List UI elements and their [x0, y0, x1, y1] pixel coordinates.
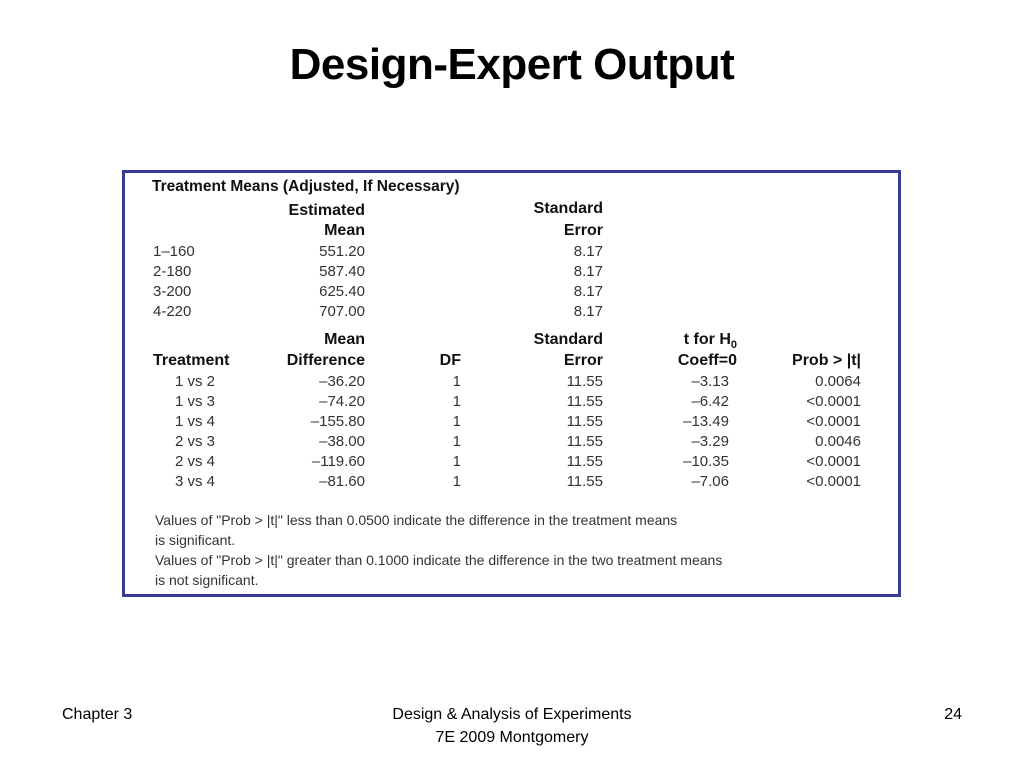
header-estimated-mean-line2: Mean — [324, 222, 365, 239]
prob-value: 0.0046 — [815, 433, 861, 450]
header-treatment: Treatment — [153, 352, 230, 369]
df: 1 — [452, 433, 461, 450]
note-line-2: is significant. — [155, 532, 236, 548]
note-line-1: Values of "Prob > |t|" less than 0.0500 indicate the difference in the treatment means — [155, 512, 678, 528]
standard-error: 8.17 — [573, 283, 603, 300]
comparison-label: 1 vs 4 — [174, 413, 216, 430]
prob-value: <0.0001 — [806, 473, 861, 490]
section-title: Treatment Means (Adjusted, If Necessary) — [152, 178, 460, 195]
standard-error: 11.55 — [566, 413, 603, 430]
treatment-label: 2-180 — [153, 263, 192, 280]
header-standard-error-line1: Standard — [533, 200, 603, 217]
estimated-mean: 551.20 — [319, 243, 365, 260]
standard-error: 11.55 — [566, 373, 603, 390]
treatment-label: 1–160 — [153, 243, 195, 260]
mean-difference: –119.60 — [311, 453, 365, 470]
t-label: t for H — [683, 331, 731, 348]
prob-value: <0.0001 — [806, 413, 861, 430]
t-value: –13.49 — [683, 413, 729, 430]
design-expert-output-box — [122, 170, 901, 597]
treatment-label: 3-200 — [153, 283, 192, 300]
t-value: –3.29 — [691, 433, 729, 450]
t-value: –7.06 — [691, 473, 729, 490]
prob-value: 0.0064 — [815, 373, 861, 390]
footer-book-title: Design & Analysis of Experiments — [392, 706, 632, 723]
mean-difference: –155.80 — [310, 413, 365, 430]
note-line-3: Values of "Prob > |t|" greater than 0.1000 indicate the difference in the two treatment means — [155, 552, 723, 568]
comparison-label: 3 vs 4 — [174, 473, 216, 490]
t-value: –6.42 — [691, 393, 729, 410]
estimated-mean: 587.40 — [319, 263, 365, 280]
mean-difference: –81.60 — [319, 473, 365, 490]
slide-title: Design-Expert Output — [289, 40, 735, 89]
standard-error: 8.17 — [573, 243, 603, 260]
standard-error: 11.55 — [566, 453, 603, 470]
prob-value: <0.0001 — [806, 453, 861, 470]
t-value: –10.35 — [683, 453, 729, 470]
mean-difference: –74.20 — [319, 393, 365, 410]
df: 1 — [452, 373, 461, 390]
page-number: 24 — [944, 706, 962, 723]
treatment-label: 4-220 — [153, 303, 192, 320]
header-standard-error-line2: Error — [563, 222, 603, 239]
mean-difference: –36.20 — [319, 373, 365, 390]
comparison-label: 2 vs 4 — [174, 453, 216, 470]
footer-chapter: Chapter 3 — [62, 706, 133, 723]
estimated-mean: 625.40 — [319, 283, 365, 300]
header-mean-difference-line1: Mean — [324, 331, 365, 348]
t-subscript: 0 — [730, 339, 737, 352]
df: 1 — [452, 413, 461, 430]
header-estimated-mean-line1: Estimated — [288, 202, 365, 219]
t-value: –3.13 — [691, 373, 729, 390]
prob-value: <0.0001 — [806, 393, 861, 410]
header-mean-difference-line2: Difference — [286, 352, 365, 369]
comparison-label: 2 vs 3 — [174, 433, 216, 450]
mean-difference: –38.00 — [319, 433, 365, 450]
standard-error: 8.17 — [573, 303, 603, 320]
standard-error: 11.55 — [566, 393, 603, 410]
header-t-for-h0-line2: Coeff=0 — [677, 352, 737, 369]
header-comp-standard-error-line1: Standard — [533, 331, 603, 348]
footer-book-edition: 7E 2009 Montgomery — [435, 729, 589, 746]
header-comp-standard-error-line2: Error — [563, 352, 603, 369]
df: 1 — [452, 393, 461, 410]
comparison-label: 1 vs 3 — [174, 393, 216, 410]
header-df: DF — [439, 352, 461, 369]
header-prob: Prob > |t| — [792, 352, 861, 369]
standard-error: 8.17 — [573, 263, 603, 280]
estimated-mean: 707.00 — [319, 303, 365, 320]
standard-error: 11.55 — [566, 433, 603, 450]
comparison-label: 1 vs 2 — [174, 373, 216, 390]
df: 1 — [452, 453, 461, 470]
standard-error: 11.55 — [566, 473, 603, 490]
note-line-4: is not significant. — [155, 572, 259, 588]
df: 1 — [452, 473, 461, 490]
